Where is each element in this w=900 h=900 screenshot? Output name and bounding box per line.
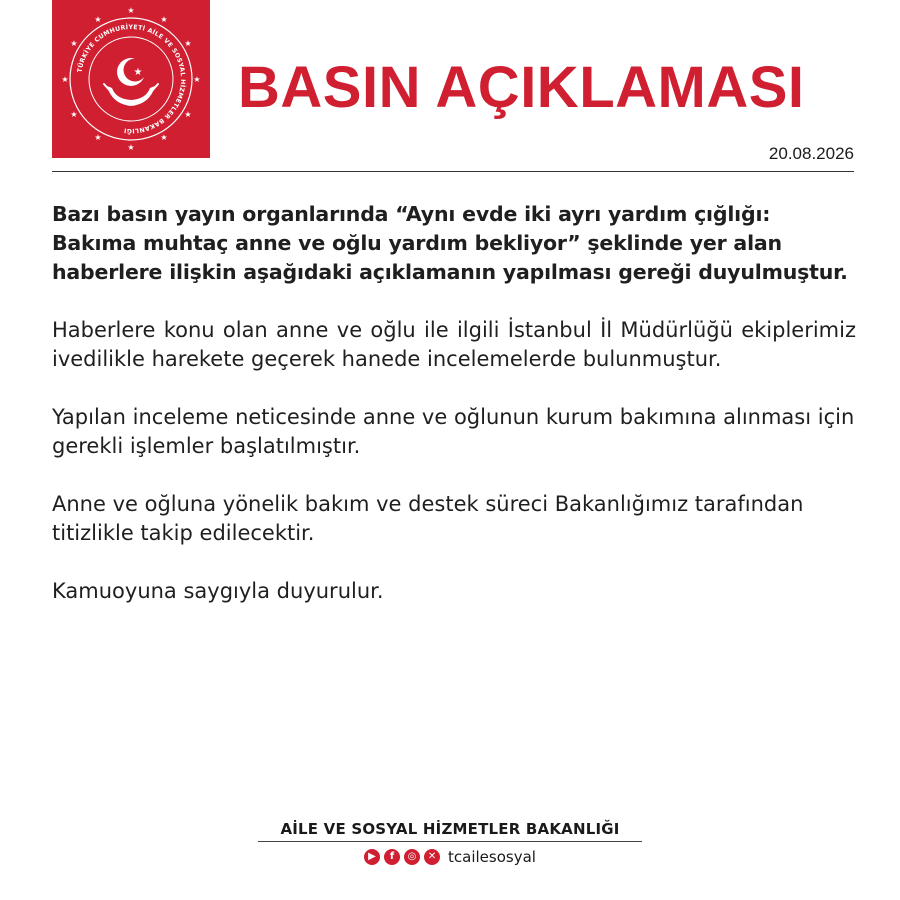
ministry-name: AİLE VE SOSYAL HİZMETLER BAKANLIĞI xyxy=(280,820,620,838)
page-title: BASIN AÇIKLAMASI xyxy=(238,55,805,120)
instagram-icon[interactable]: ◎ xyxy=(404,849,420,865)
paragraph-3: Anne ve oğluna yönelik bakım ve destek süreci Bakanlığımız tarafından titizlikle takip edilecektir. xyxy=(52,492,804,545)
facebook-icon[interactable]: f xyxy=(384,849,400,865)
paragraph-2: Yapılan inceleme neticesinde anne ve oğlunun kurum bakımına alınması için gerekli işlemler başlatılmıştır. xyxy=(52,405,855,458)
svg-text:★: ★ xyxy=(70,39,78,48)
ministry-logo xyxy=(52,0,210,158)
x-icon[interactable]: ✕ xyxy=(424,849,440,865)
paragraph-1: Haberlere konu olan anne ve oğlu ile ilgili İstanbul İl Müdürlüğü ekiplerimiz ivedilikle harekete geçerek hanede incelemelerde bulunmuştur. xyxy=(52,318,856,371)
header-divider xyxy=(52,171,854,172)
svg-text:★: ★ xyxy=(94,15,102,24)
svg-text:★: ★ xyxy=(70,110,78,119)
svg-text:★: ★ xyxy=(160,133,168,142)
svg-text:★: ★ xyxy=(94,133,102,142)
svg-text:★: ★ xyxy=(61,75,69,84)
svg-text:★: ★ xyxy=(133,67,143,78)
paragraph-closing: Kamuoyuna saygıyla duyurulur. xyxy=(52,579,384,603)
svg-text:★: ★ xyxy=(127,143,135,152)
release-date: 20.08.2026 xyxy=(768,144,854,163)
social-links xyxy=(0,848,900,866)
social-handle[interactable]: tcailesosyal xyxy=(448,848,536,866)
svg-text:★: ★ xyxy=(160,15,168,24)
paragraph-intro: Bazı basın yayın organlarında “Aynı evde iki ayrı yardım çığlığı: Bakıma muhtaç anne ve oğlu yardım bekliyor” şeklinde yer alan haberlere ilişkin aşağıdaki açıklamanın yapılması gereği duyulmuştur. xyxy=(52,202,848,284)
svg-text:★: ★ xyxy=(184,39,192,48)
svg-text:★: ★ xyxy=(193,75,201,84)
svg-text:★: ★ xyxy=(184,110,192,119)
svg-text:★: ★ xyxy=(127,6,135,15)
footer-divider xyxy=(258,841,642,842)
press-release-body xyxy=(52,200,856,635)
svg-text:TÜRKİYE CUMHURİYETİ AİLE VE SO: TÜRKİYE CUMHURİYETİ AİLE VE SOSYAL HİZMETLER BAKANLIĞI xyxy=(76,23,187,135)
youtube-icon[interactable]: ▶ xyxy=(364,849,380,865)
ministry-emblem xyxy=(52,0,210,158)
